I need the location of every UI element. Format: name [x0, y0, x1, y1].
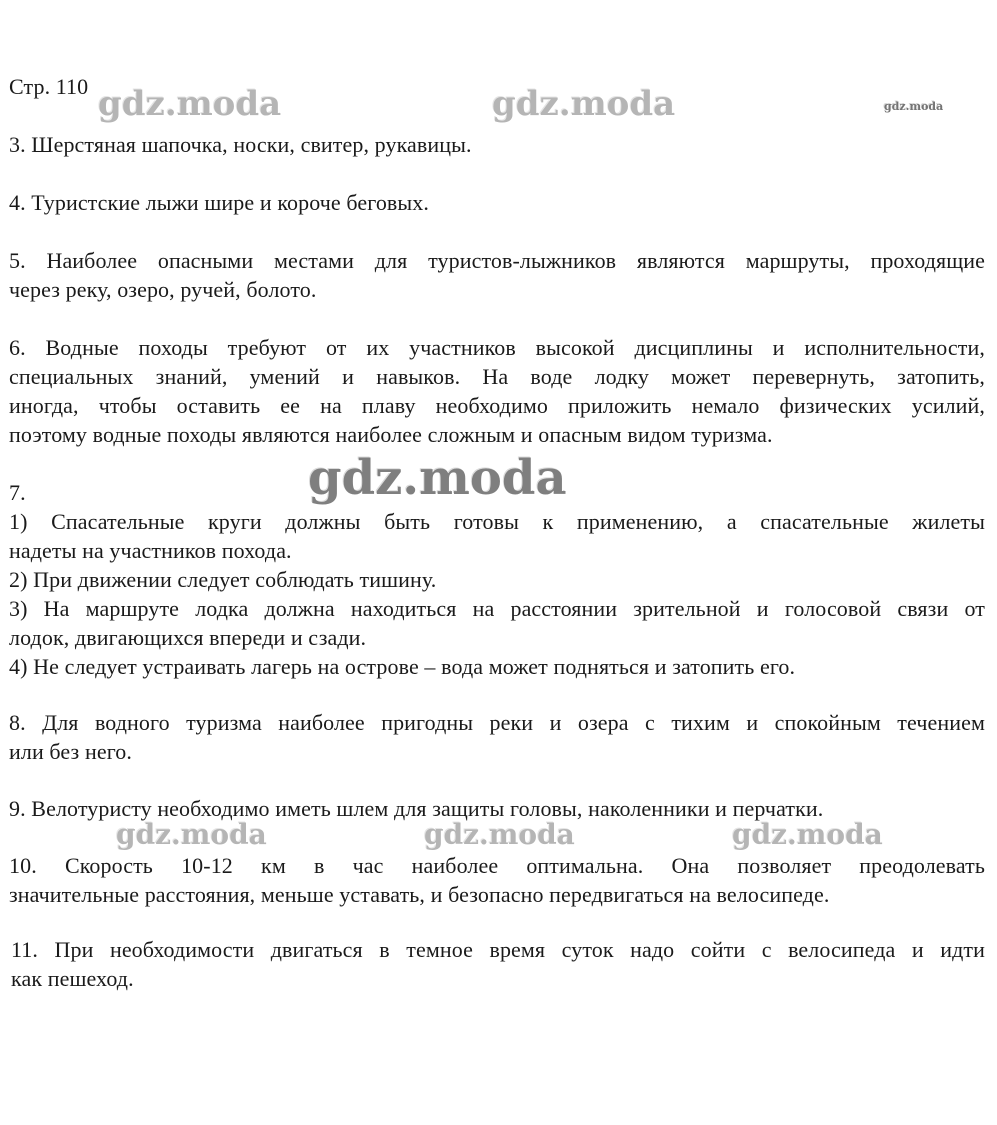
- answer-6-line-3: иногда, чтобы оставить ее на плаву необходимо приложить немало физических усилий,: [9, 393, 985, 418]
- answer-7-item-2: 2) При движении следует соблюдать тишину.: [9, 567, 437, 592]
- answer-7-item-1-line-2: надеты на участников похода.: [9, 538, 292, 563]
- answer-10-line-2: значительные расстояния, меньше уставать, и безопасно передвигаться на велосипеде.: [9, 882, 830, 907]
- answer-11-line-2: как пешеход.: [11, 966, 134, 991]
- answer-3: 3. Шерстяная шапочка, носки, свитер, рукавицы.: [9, 132, 472, 157]
- watermark: gdz.moda: [308, 450, 567, 506]
- answer-7-heading: 7.: [9, 480, 26, 505]
- page-reference: Стр. 110: [9, 74, 89, 99]
- answer-7-item-4: 4) Не следует устраивать лагерь на острове – вода может подняться и затопить его.: [9, 654, 796, 679]
- answer-10-line-1: 10. Скорость 10-12 км в час наиболее оптимальна. Она позволяет преодолевать: [9, 853, 985, 878]
- watermark: gdz.moda: [98, 84, 282, 124]
- answer-6-line-1: 6. Водные походы требуют от их участников высокой дисциплины и исполнительности,: [9, 335, 985, 360]
- answer-6-line-2: специальных знаний, умений и навыков. На воде лодку может перевернуть, затопить,: [9, 364, 985, 389]
- answer-8-line-1: 8. Для водного туризма наиболее пригодны реки и озера с тихим и спокойным течением: [9, 710, 985, 735]
- answer-7-item-1-line-1: 1) Спасательные круги должны быть готовы к применению, а спасательные жилеты: [9, 509, 985, 534]
- answer-7-item-3-line-2: лодок, двигающихся впереди и сзади.: [9, 625, 367, 650]
- answer-7-item-3-line-1: 3) На маршруте лодка должна находиться на расстоянии зрительной и голосовой связи от: [9, 596, 985, 621]
- watermark: gdz.moda: [116, 818, 267, 851]
- answer-5-line-2: через реку, озеро, ручей, болото.: [9, 277, 317, 302]
- answer-6-line-4: поэтому водные походы являются наиболее сложным и опасным видом туризма.: [9, 422, 773, 447]
- answer-4: 4. Туристские лыжи шире и короче беговых.: [9, 190, 429, 215]
- answer-11-line-1: 11. При необходимости двигаться в темное время суток надо сойти с велосипеда и идти: [11, 937, 985, 962]
- answer-5-line-1: 5. Наиболее опасными местами для туристов-лыжников являются маршруты, проходящие: [9, 248, 985, 273]
- watermark: gdz.moda: [492, 84, 676, 124]
- answer-8-line-2: или без него.: [9, 739, 132, 764]
- answer-9: 9. Велотуристу необходимо иметь шлем для защиты головы, наколенники и перчатки.: [9, 796, 824, 821]
- watermark: gdz.moda: [884, 100, 944, 113]
- watermark: gdz.moda: [732, 818, 883, 851]
- watermark: gdz.moda: [424, 818, 575, 851]
